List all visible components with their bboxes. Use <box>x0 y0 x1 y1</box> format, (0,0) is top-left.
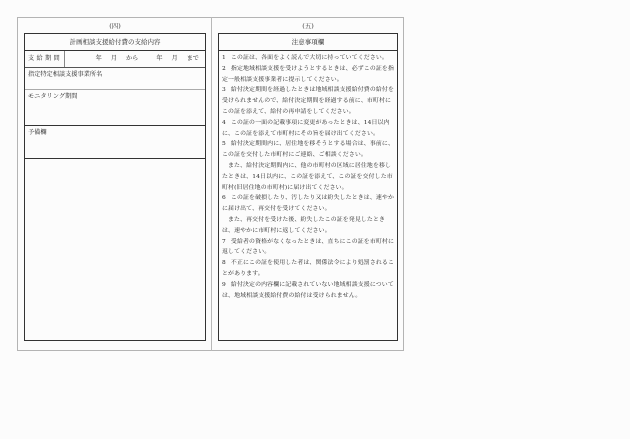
notice-item: 3 給付決定期間を経過したときは地域相談支援給付費の給付を受けられませんので、給付決定期間を経過する前に、市町村にこの証を添えて、給付の再申請をしてください。 <box>222 87 395 115</box>
to-month-label: 月 <box>171 55 178 62</box>
notice-item: 8 不正にこの証を使用した者は、関係法令により処罰されることがあります。 <box>222 260 395 277</box>
notice-item: 5 給付決定期間内に、居住地を移そうとする場合は、事前に、この証を交付した市町村にご連絡、ご相談ください。 <box>222 141 395 159</box>
to-year-label: 年 <box>156 55 163 62</box>
monitoring-period-label: モニタリング期間 <box>28 93 78 100</box>
benefit-content-table <box>24 33 206 341</box>
notice-item: 7 受給者の資格がなくなったときは、直ちにこの証を市町村に返してください。 <box>222 238 395 256</box>
designated-office-field <box>25 68 205 90</box>
from-year-label: 年 <box>95 55 102 62</box>
reserve-label: 予備欄 <box>28 129 47 136</box>
notice-item: 2 指定地域相談支援を受けようとするときは、必ずこの証を指定一般相談支援事業者に提示してください。 <box>222 65 395 83</box>
to-suffix: まで <box>186 55 199 62</box>
section-label-4: (四) <box>109 22 121 30</box>
notices-body <box>219 51 397 301</box>
notice-item-continuation: また、給付決定期間内に、他の市町村の区域に居住地を移したときは、14日以内に、この証を添えて、この証を交付した市町村(旧居住地の市町村)に届け出てください。 <box>222 162 393 191</box>
from-month-label: 月 <box>110 55 117 62</box>
reserve-field <box>25 126 205 159</box>
pane-divider <box>211 17 212 351</box>
benefit-content-title: 計画相談支援給付費の支給内容 <box>25 34 205 51</box>
monitoring-period-field <box>25 90 205 126</box>
notices-title: 注意事項欄 <box>219 34 397 51</box>
from-suffix: から <box>125 55 139 62</box>
payment-period-value <box>65 51 205 67</box>
notice-item-continuation: また、再交付を受けた後、紛失したこの証を発見したときは、速やかに市町村に返してください。 <box>222 216 386 234</box>
notice-item: 9 給付決定の内容欄に記載されていない地域相談支援については、地域相談支援給付費の給付は受けられません。 <box>222 281 394 299</box>
section-label-5: (五) <box>302 22 314 30</box>
notice-item: 6 この証を破損したり、汚したり又は紛失したときは、速やかに届け出て、再交付を受けてください。 <box>222 195 395 213</box>
designated-office-label: 指定特定相談支援事業所名 <box>28 71 103 78</box>
notice-item: 4 この証の一面の記載事項に変更があったときは、14日以内に、この証を添えて市町村にその旨を届け出てください。 <box>222 119 390 137</box>
notice-item: 1 この証は、各面をよく読んで大切に持っていてください。 <box>222 55 388 61</box>
payment-period-row <box>25 51 205 68</box>
payment-period-label: 支給期間 <box>25 51 65 67</box>
notices-table <box>218 33 398 341</box>
